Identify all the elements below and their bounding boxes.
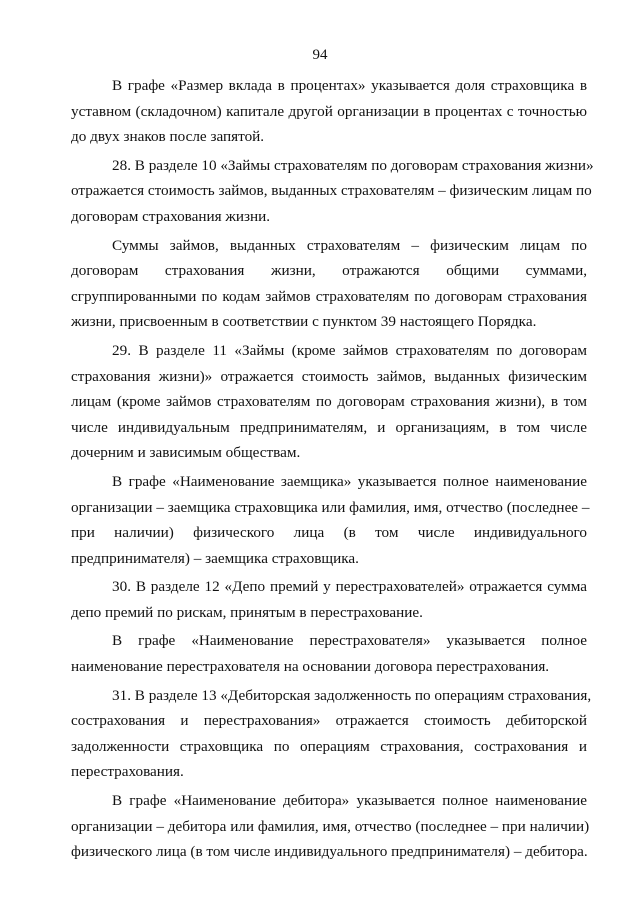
text-line: В графе «Размер вклада в процентах» указывается доля страховщика в: [112, 77, 587, 94]
text-line: жизни, присвоенным в соответствии с пунктом 39 настоящего Порядка.: [71, 313, 537, 331]
text-line: депо премий по рискам, принятым в перестрахование.: [71, 603, 423, 621]
text-line: договорам страхования жизни.: [71, 207, 271, 225]
paragraph: [71, 469, 590, 571]
paragraph: [71, 628, 587, 679]
paragraph: [71, 574, 587, 625]
paragraph: [71, 153, 594, 230]
text-line: отражается стоимость займов, выданных страхователям – физическим лицам по: [71, 182, 592, 200]
text-line: перестрахования.: [71, 763, 184, 781]
text-line: лицам (кроме займов страхователям по договорам страхования жизни), в том: [71, 393, 587, 411]
text-line: организации – заемщика страховщика или фамилия, имя, отчество (последнее –: [71, 498, 590, 516]
text-line: дочерним и зависимым обществам.: [71, 444, 301, 462]
text-line: В графе «Наименование заемщика» указывается полное наименование: [112, 472, 587, 490]
text-line: физического лица (в том числе индивидуального предпринимателя) – дебитора.: [71, 843, 588, 861]
body-text: [71, 73, 594, 868]
text-line: предпринимателя) – заемщика страховщика.: [71, 549, 359, 567]
text-line: сострахования и перестрахования» отражается стоимость дебиторской: [71, 712, 587, 730]
page-number: 94: [312, 47, 328, 63]
text-line: В графе «Наименование перестрахователя» указывается полное: [112, 632, 587, 650]
text-line: 30. В разделе 12 «Депо премий у перестрахователей» отражается сумма: [112, 578, 587, 596]
text-line: уставном (складочном) капитале другой организации в процентах с точностью: [71, 102, 587, 120]
paragraph: [71, 788, 590, 865]
text-line: до двух знаков после запятой.: [71, 128, 265, 146]
text-line: страхования жизни)» отражается стоимость займов, выданных физическим: [71, 367, 587, 385]
text-line: 29. В разделе 11 «Займы (кроме займов страхователям по договорам: [112, 341, 587, 359]
paragraph: [71, 73, 587, 150]
text-line: сгруппированными по кодам займов страхователям по договорам страхования: [71, 287, 587, 305]
paragraph: [71, 683, 592, 785]
text-line: числе индивидуальным предпринимателям, и организациям, в том числе: [71, 418, 587, 436]
text-line: договорам страхования жизни, отражаются общими суммами,: [71, 262, 587, 280]
text-line: 28. В разделе 10 «Займы страхователям по договорам страхования жизни»: [112, 156, 594, 174]
text-line: В графе «Наименование дебитора» указывается полное наименование: [112, 792, 587, 810]
paragraph: [71, 338, 587, 466]
text-line: организации – дебитора или фамилия, имя, отчество (последнее – при наличии): [71, 817, 590, 835]
text-line: при наличии) физического лица (в том числе индивидуального: [71, 524, 587, 542]
text-line: задолженности страховщика по операциям страхования, сострахования и: [71, 737, 587, 755]
text-line: Суммы займов, выданных страхователям – физическим лицам по: [112, 236, 587, 254]
text-line: 31. В разделе 13 «Дебиторская задолженность по операциям страхования,: [112, 686, 592, 704]
paragraph: [71, 233, 587, 335]
text-line: наименование перестрахователя на основании договора перестрахования.: [71, 658, 550, 676]
